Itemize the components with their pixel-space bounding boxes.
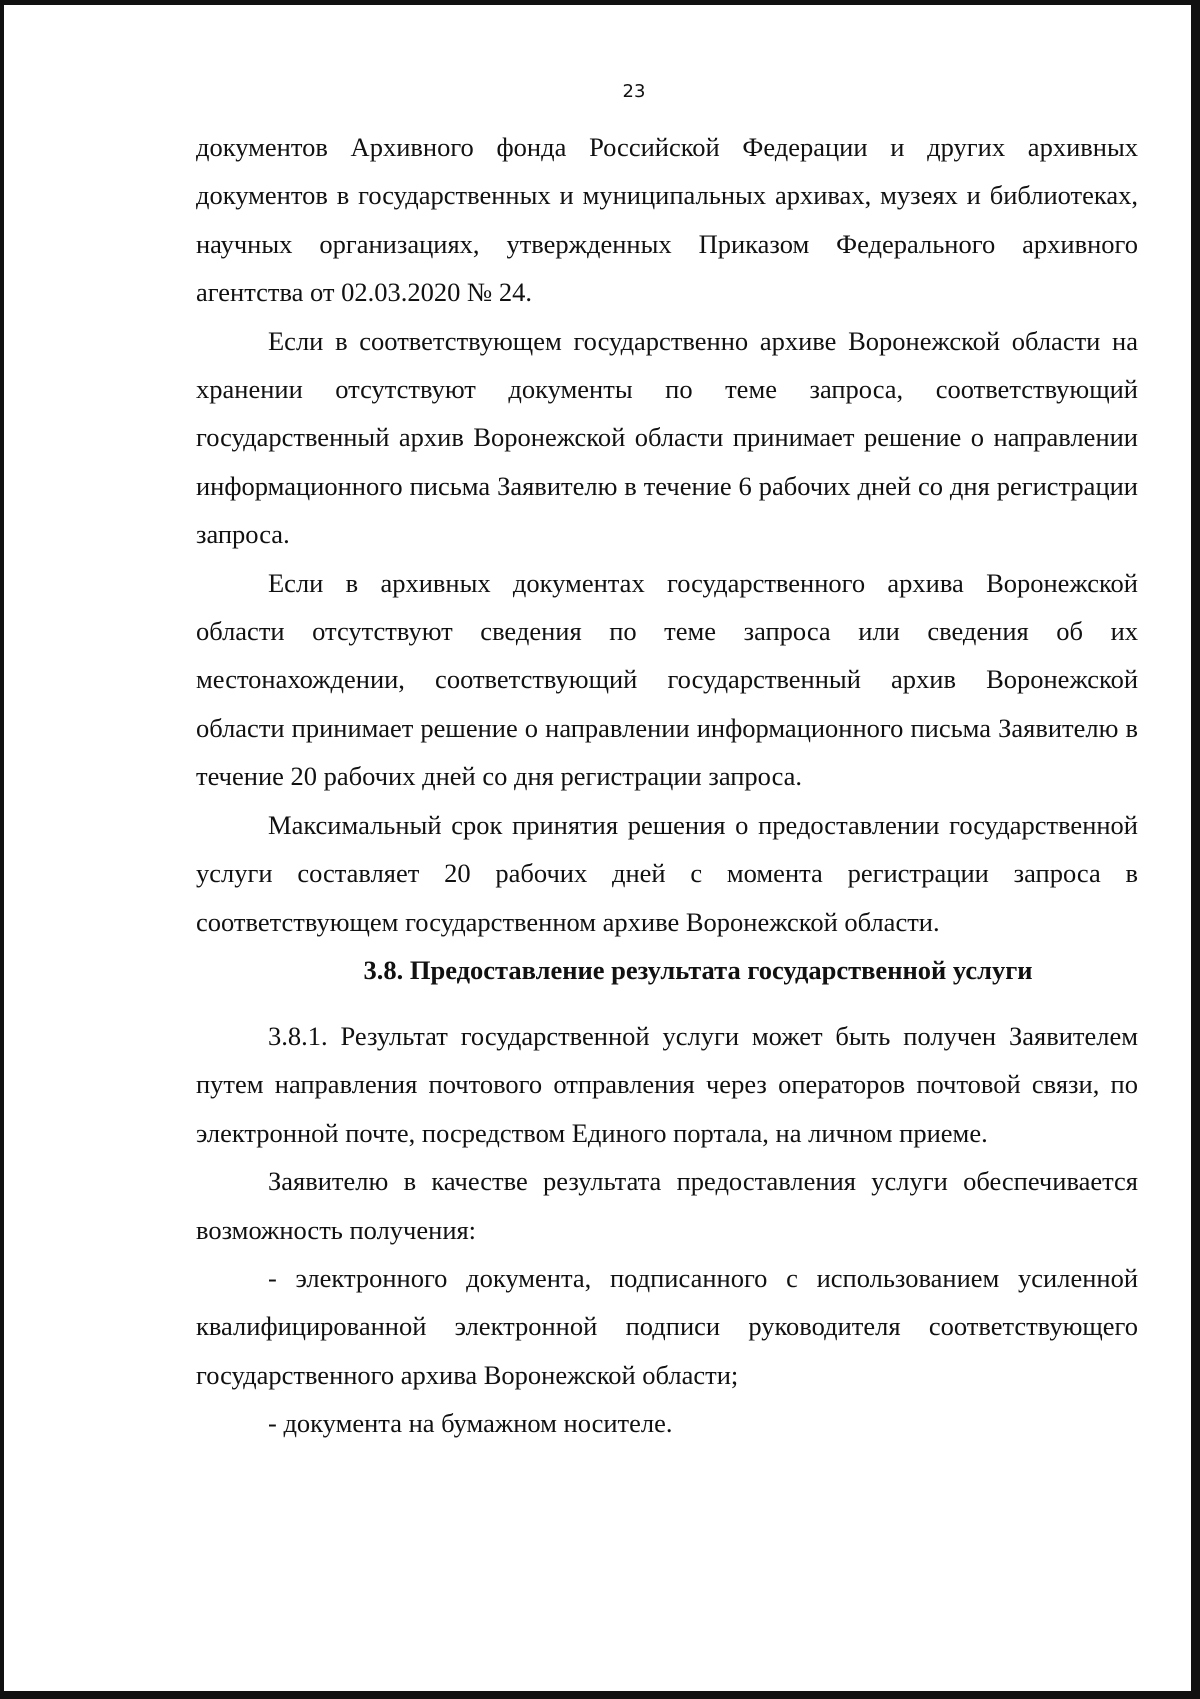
section-heading: 3.8. Предоставление результата государственной услуги: [363, 954, 1033, 985]
paragraph-archive-documents: документов Архивного фонда Российской Федерации и других архивных документов в государственных и муниципальных архивах, музеях и библиотеках, научных организациях, утвержденных Приказом Федерального архивного агентства от 02.03.2020 № 24.: [196, 132, 1138, 308]
paragraph-max-term: Максимальный срок принятия решения о предоставлении государственной услуги составляет 20 рабочих дней с момента регистрации запроса в соответствующем государственном архиве Воронежской области.: [196, 809, 1138, 937]
paragraph-no-documents: Если в соответствующем государственно архиве Воронежской области на хранении отсутствуют документы по теме запроса, соответствующий государственный архив Воронежской области принимает решение о направлении информационного письма Заявителю в течение 6 рабочих дней со дня регистрации запроса.: [196, 325, 1138, 550]
page-number: 23: [622, 81, 646, 102]
list-item-electronic-document: - электронного документа, подписанного с использованием усиленной квалифицированной электронной подписи руководителя соответствующего государственного архива Воронежской области;: [196, 1262, 1138, 1390]
paragraph-result-options: Заявителю в качестве результата предоставления услуги обеспечивается возможность получения:: [196, 1166, 1138, 1245]
document-body: [196, 123, 1138, 1448]
paragraph-no-information: Если в архивных документах государственного архива Воронежской области отсутствуют сведения по теме запроса или сведения об их местонахождении, соответствующий государственный архив Воронежской области принимает решение о направлении информационного письма Заявителю в течение 20 рабочих дней со дня регистрации запроса.: [196, 567, 1138, 792]
paragraph-result-delivery: 3.8.1. Результат государственной услуги может быть получен Заявителем путем направления почтового отправления через операторов почтовой связи, по электронной почте, посредством Единого портала, на личном приеме.: [196, 1020, 1138, 1148]
list-item-paper-document: - документа на бумажном носителе.: [268, 1408, 673, 1439]
